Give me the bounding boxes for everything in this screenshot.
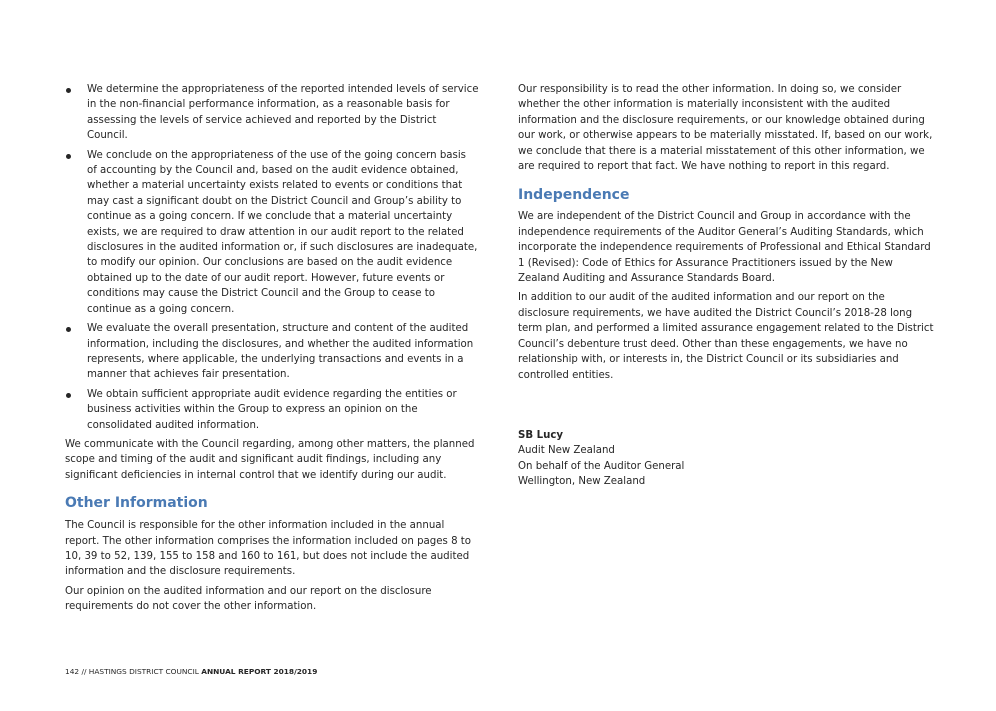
list-item-text: We obtain sufficient appropriate audit evidence regarding the entities or business activities within the Group to express an opinion on the consolidated audited information. xyxy=(87,388,457,431)
list-item xyxy=(65,387,479,433)
bullet-icon xyxy=(66,327,71,332)
list-item xyxy=(65,321,479,383)
independence-heading: Independence xyxy=(518,187,630,204)
signatory-location: Wellington, New Zealand xyxy=(518,476,646,488)
signature-block xyxy=(518,428,684,490)
page-footer xyxy=(65,667,317,677)
signatory-name: SB Lucy xyxy=(518,430,564,441)
list-item-text: We conclude on the appropriateness of the use of the going concern basis of accounting by the Council and, based on the audit evidence obtained, whether a material uncertainty exists related to events or conditions that may cast a significant doubt on the District Council and Group’s ability to continue as a going concern. If we conclude that a material uncertainty exists, we are required to draw attention in our audit report to the related disclosures in the audited information or, if such disclosures are inadequate, to modify our opinion. Our conclusions are based on the audit evidence obtained up to the date of our audit report. However, future events or conditions may cause the District Council and the Group to cease to continue as a going concern. xyxy=(87,149,478,315)
other-information-paragraph-2: Our opinion on the audited information and our report on the disclosure requirements do not cover the other information. xyxy=(65,585,432,613)
independence-paragraph-2: In addition to our audit of the audited information and our report on the disclosure requirements, we have audited the District Council’s 2018-28 long term plan, and performed a limited assurance engagement related to the District Council’s debenture trust deed. Other than these engagements, we have no relationship with, or interests in, the District Council or its subsidiaries and controlled entities. xyxy=(518,292,934,381)
independence-paragraph-1: We are independent of the District Council and Group in accordance with the independence requirements of the Auditor General’s Auditing Standards, which incorporate the independence requirements of Professional and Ethical Standard 1 (Revised): Code of Ethics for Assurance Practitioners issued by the New Zealand Auditing and Assurance Standards Board. xyxy=(518,211,931,285)
other-information-paragraph-1: The Council is responsible for the other information included in the annual report. The other information comprises the information included on pages 8 to 10, 39 to 52, 139, 155 to 158 and 160 to 161, but does not include the audited information and the disclosure requirements. xyxy=(65,520,472,578)
list-item-text: We evaluate the overall presentation, structure and content of the audited information, including the disclosures, and whether the audited information represents, where applicable, the underlying transactions and events in a manner that achieves fair presentation. xyxy=(87,323,474,381)
bullet-icon xyxy=(66,393,71,398)
signatory-organisation: Audit New Zealand xyxy=(518,445,615,457)
list-item-text: We determine the appropriateness of the reported intended levels of service in the non-financial performance information, as a reasonable basis for assessing the levels of service achieved and reported by the District Council. xyxy=(87,84,479,142)
other-information-heading: Other Information xyxy=(65,495,208,512)
audit-procedures-list xyxy=(65,82,479,433)
responsibility-paragraph: Our responsibility is to read the other information. In doing so, we consider whether the other information is materially inconsistent with the audited information and the disclosure requirements, or our knowledge obtained during our work, or otherwise appears to be materially misstated. If, based on our work, we conclude that there is a material misstatement of this other information, we are required to report that fact. We have nothing to report in this regard. xyxy=(518,84,933,173)
bullet-icon xyxy=(66,88,71,93)
right-column xyxy=(518,82,936,387)
left-column xyxy=(65,82,479,619)
signatory-on-behalf: On behalf of the Auditor General xyxy=(518,460,685,472)
footer-page-label: 142 // HASTINGS DISTRICT COUNCIL xyxy=(65,667,202,676)
list-item xyxy=(65,148,479,317)
list-item xyxy=(65,82,479,144)
communication-paragraph: We communicate with the Council regarding, among other matters, the planned scope and timing of the audit and significant audit findings, including any significant deficiencies in internal control that we identify during our audit. xyxy=(65,438,475,481)
footer-report-title: ANNUAL REPORT 2018/2019 xyxy=(201,667,318,676)
bullet-icon xyxy=(66,154,71,159)
